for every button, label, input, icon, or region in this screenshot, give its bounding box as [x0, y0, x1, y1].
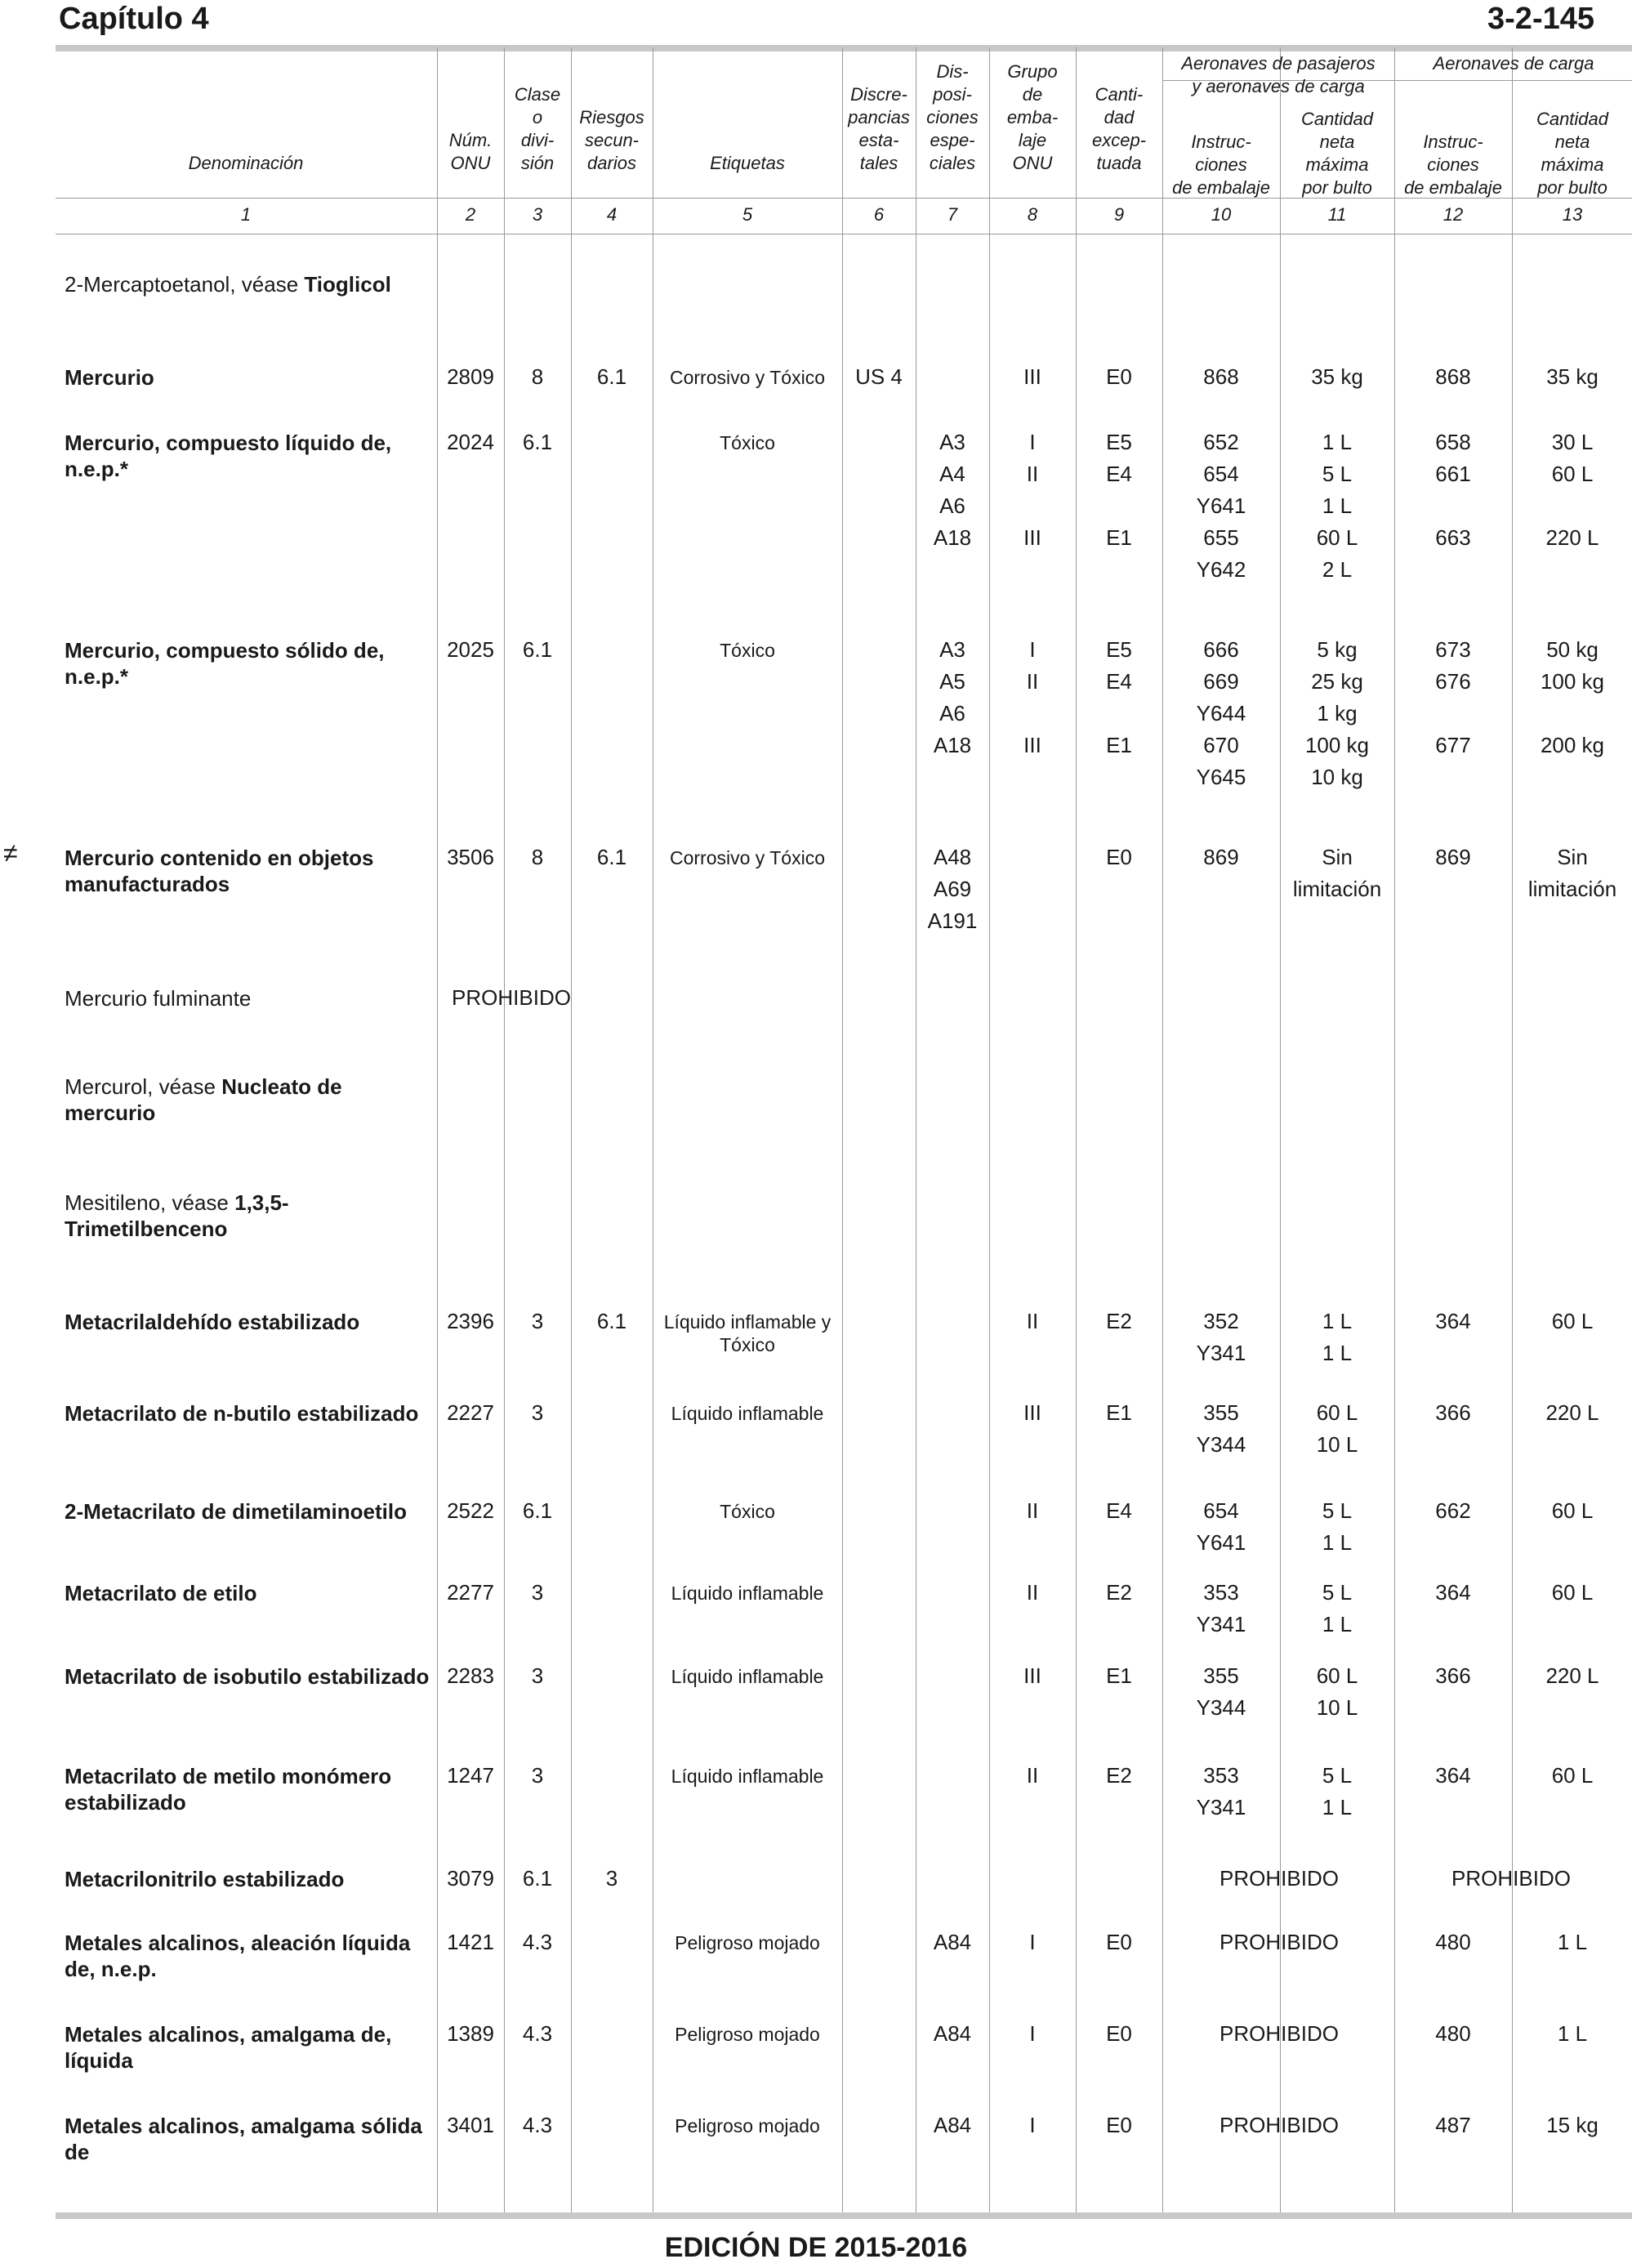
cell-pi-cargo: 868 [1435, 364, 1471, 389]
cell-sp: A3 A5 A6 A18 [933, 637, 972, 757]
cell-qty-pax: 5 L 1 L [1322, 1580, 1353, 1636]
substance-name-bold: Metales alcalinos, amalgama de, líquida [65, 2022, 392, 2073]
substance-name [65, 1930, 436, 1982]
cell-qty-cargo: 1 L [1557, 1930, 1588, 1954]
cell-eq: E5 E4 E1 [1106, 430, 1132, 550]
column-number: 13 [1562, 204, 1583, 225]
column-number: 12 [1442, 204, 1464, 225]
substance-name [65, 271, 436, 297]
cell-un: 2025 [447, 637, 494, 662]
header-riesgos: Riesgos secun- darios [579, 107, 644, 173]
substance-name-plain: Mercurol, véase [65, 1074, 222, 1099]
cell-sp: A48 A69 A191 [927, 845, 978, 933]
cell-un: 2283 [447, 1663, 494, 1688]
header-instrucciones-cargo: Instruc- ciones de embalaje [1404, 132, 1502, 198]
cell-pi-pax: 355 Y344 [1196, 1400, 1246, 1457]
header-instrucciones-pax: Instruc- ciones de embalaje [1172, 132, 1270, 198]
cell-qty-cargo: 1 L [1557, 2021, 1588, 2046]
cell-label: Peligroso mojado [675, 1932, 820, 1953]
cell-pi-pax: 652 654 Y641 655 Y642 [1196, 430, 1246, 582]
top-rule [56, 45, 1632, 51]
substance-name [65, 1763, 436, 1815]
edition-footer: EDICIÓN DE 2015-2016 [664, 2232, 968, 2263]
header-disposiciones: Dis- posi- ciones espe- ciales [926, 61, 979, 173]
cell-pg: III [1023, 1400, 1041, 1425]
cell-label: Corrosivo y Tóxico [669, 367, 826, 388]
substance-name-plain: 2-Mercaptoetanol, véase [65, 272, 305, 297]
substance-name-plain: Mercurio fulminante [65, 986, 252, 1011]
substance-name-bold: Metales alcalinos, amalgama sólida de [65, 2114, 422, 2164]
cell-label: Líquido inflamable [671, 1583, 824, 1604]
column-number: 10 [1211, 204, 1232, 225]
cell-label: Peligroso mojado [675, 2115, 820, 2136]
cell-qty-pax: 5 L 1 L [1322, 1498, 1353, 1555]
cell-eq: E2 [1106, 1763, 1132, 1788]
cell-eq: E4 [1106, 1498, 1132, 1523]
cell-un: PROHIBIDO [452, 985, 571, 1010]
cell-pi-pax: PROHIBIDO [1220, 1930, 1339, 1954]
cell-class: 3 [531, 1763, 544, 1788]
substance-name [65, 1074, 436, 1126]
cell-pg: I [1029, 2021, 1036, 2046]
cell-class: 4.3 [522, 2113, 553, 2137]
cell-label: Corrosivo y Tóxico [669, 847, 826, 868]
cell-class: 3 [531, 1309, 544, 1333]
cell-un: 2277 [447, 1580, 494, 1605]
cell-pi-cargo: 364 [1435, 1763, 1471, 1788]
substance-name [65, 1190, 436, 1242]
cell-pg: I II III [1023, 637, 1041, 757]
substance-name-bold: Metacrilato de isobutilo estabilizado [65, 1664, 430, 1689]
cell-pg: I II III [1023, 430, 1041, 550]
cell-eq: E0 [1106, 845, 1132, 869]
substance-name-bold: Nucleato de mercurio [65, 1074, 342, 1125]
substance-name-bold: Metacrilonitrilo estabilizado [65, 1867, 345, 1891]
cell-class: 6.1 [522, 430, 553, 454]
cell-eq: E0 [1106, 364, 1132, 389]
cell-eq: E1 [1106, 1663, 1132, 1688]
cell-qty-cargo: 30 L 60 L 220 L [1545, 430, 1599, 550]
substance-name [65, 845, 436, 897]
cell-pg: I [1029, 2113, 1036, 2137]
cell-eq: E0 [1106, 2021, 1132, 2046]
cell-var: US 4 [855, 364, 903, 389]
cell-pi-pax: 355 Y344 [1196, 1663, 1246, 1720]
cell-qty-cargo: 15 kg [1546, 2113, 1599, 2137]
substance-name-bold: Metacrilato de metilo monómero estabilizado [65, 1764, 392, 1815]
cell-qty-pax: 1 L 5 L 1 L 60 L 2 L [1316, 430, 1358, 582]
cell-qty-cargo: 35 kg [1546, 364, 1599, 389]
cell-sub: 6.1 [596, 1309, 627, 1333]
column-number: 7 [947, 204, 958, 225]
cell-label: Tóxico [720, 432, 775, 453]
cell-pi-cargo: 869 [1435, 845, 1471, 869]
cell-label: Peligroso mojado [675, 2024, 820, 2045]
cell-qty-pax: Sin limitación [1292, 845, 1382, 901]
substance-name-bold: Mercurio, compuesto líquido de, n.e.p.* [65, 431, 392, 481]
cell-pi-pax: PROHIBIDO [1220, 2021, 1339, 2046]
cell-pg: II [1026, 1309, 1039, 1333]
substance-name-bold: 2-Metacrilato de dimetilaminoetilo [65, 1499, 407, 1524]
column-number: 6 [873, 204, 885, 225]
cell-un: 2809 [447, 364, 494, 389]
substance-name-bold: Mercurio, compuesto sólido de, n.e.p.* [65, 638, 385, 689]
cell-un: 3506 [447, 845, 494, 869]
column-number: 4 [606, 204, 618, 225]
column-number: 5 [742, 204, 753, 225]
cell-pi-cargo: 366 [1435, 1400, 1471, 1425]
cell-pi-cargo: PROHIBIDO [1451, 1866, 1571, 1891]
cell-class: 8 [531, 845, 544, 869]
cell-pi-pax: 869 [1203, 845, 1239, 869]
substance-name-bold: Metacrilato de etilo [65, 1581, 257, 1605]
cell-label: Líquido inflamable [671, 1403, 824, 1424]
cell-qty-cargo: 60 L [1551, 1763, 1594, 1788]
header-etiquetas: Etiquetas [710, 153, 785, 173]
cell-class: 4.3 [522, 1930, 553, 1954]
header-cantidad-exceptuada: Canti- dad excep- tuada [1091, 84, 1147, 173]
cell-sub: 6.1 [596, 364, 627, 389]
cell-pi-cargo: 487 [1435, 2113, 1471, 2137]
column-number: 8 [1027, 204, 1038, 225]
cell-qty-cargo: 60 L [1551, 1498, 1594, 1523]
substance-name [65, 1663, 436, 1690]
cell-class: 6.1 [522, 637, 553, 662]
cell-class: 6.1 [522, 1866, 553, 1891]
cell-pi-pax: 352 Y341 [1196, 1309, 1246, 1365]
header-cantidad-pax: Cantidad neta máxima por bulto [1300, 109, 1374, 198]
cell-eq: E0 [1106, 2113, 1132, 2137]
cell-un: 2522 [447, 1498, 494, 1523]
substance-name [65, 1400, 436, 1426]
column-number: 3 [532, 204, 543, 225]
change-marker: ≠ [3, 838, 18, 868]
header-discrepancias: Discre- pancias esta- tales [848, 84, 910, 173]
cell-pi-pax: 868 [1203, 364, 1239, 389]
cell-label: Líquido inflamable [671, 1766, 824, 1787]
bottom-rule [56, 2212, 1632, 2219]
cell-pi-cargo: 673 676 677 [1435, 637, 1471, 757]
cell-un: 2396 [447, 1309, 494, 1333]
substance-name [65, 430, 436, 482]
cell-qty-pax: 60 L 10 L [1316, 1400, 1358, 1457]
header-cantidad-cargo: Cantidad neta máxima por bulto [1536, 109, 1609, 198]
substance-name-bold: Mercurio [65, 365, 154, 390]
substance-name-bold: Metales alcalinos, aleación líquida de, n.e.p. [65, 1931, 411, 1981]
substance-name-bold: Metacrilaldehído estabilizado [65, 1310, 360, 1334]
page-number: 3-2-145 [1487, 2, 1594, 36]
column-number: 1 [240, 204, 252, 225]
substance-name-bold: 1,3,5-Trimetilbenceno [65, 1190, 289, 1241]
header-denominacion: Denominación [188, 153, 304, 173]
cell-un: 1247 [447, 1763, 494, 1788]
substance-name-bold: Metacrilato de n-butilo estabilizado [65, 1401, 419, 1426]
cell-pi-cargo: 364 [1435, 1309, 1471, 1333]
cell-class: 3 [531, 1400, 544, 1425]
header-carga-group: Aeronaves de carga [1433, 53, 1594, 74]
cell-pi-pax: 654 Y641 [1196, 1498, 1246, 1555]
cell-pi-cargo: 662 [1435, 1498, 1471, 1523]
cell-pg: III [1023, 364, 1041, 389]
cell-label: Tóxico [720, 1501, 775, 1522]
cell-pi-pax: 666 669 Y644 670 Y645 [1196, 637, 1246, 789]
cell-qty-pax: 35 kg [1311, 364, 1363, 389]
cell-sp: A3 A4 A6 A18 [933, 430, 972, 550]
cell-qty-cargo: 60 L [1551, 1309, 1594, 1333]
header-grupo-embalaje: Grupo de emba- laje ONU [1006, 61, 1059, 173]
cell-un: 3401 [447, 2113, 494, 2137]
substance-name [65, 1498, 436, 1525]
cell-eq: E2 [1106, 1580, 1132, 1605]
cell-un: 2024 [447, 430, 494, 454]
cell-qty-pax: 1 L 1 L [1322, 1309, 1353, 1365]
cell-label: Líquido inflamable [671, 1666, 824, 1687]
cell-pi-pax: PROHIBIDO [1220, 1866, 1339, 1891]
substance-name [65, 2113, 436, 2165]
cell-pi-cargo: 480 [1435, 2021, 1471, 2046]
cell-qty-cargo: 220 L [1545, 1400, 1599, 1425]
cell-eq: E2 [1106, 1309, 1132, 1333]
cell-un: 2227 [447, 1400, 494, 1425]
cell-qty-cargo: 60 L [1551, 1580, 1594, 1605]
cell-un: 1421 [447, 1930, 494, 1954]
header-pasajeros-group: Aeronaves de pasajeros y aeronaves de carga [1181, 53, 1376, 96]
cell-un: 1389 [447, 2021, 494, 2046]
cell-pi-cargo: 658 661 663 [1435, 430, 1471, 550]
cell-pg: I [1029, 1930, 1036, 1954]
cell-qty-cargo: 220 L [1545, 1663, 1599, 1688]
cell-pi-pax: 353 Y341 [1196, 1763, 1246, 1819]
cell-pi-cargo: 366 [1435, 1663, 1471, 1688]
cell-sub: 6.1 [596, 845, 627, 869]
cell-pg: II [1026, 1580, 1039, 1605]
substance-name [65, 1866, 436, 1892]
header-clase: Clase o divi- sión [514, 84, 561, 173]
cell-pg: II [1026, 1498, 1039, 1523]
substance-name [65, 2021, 436, 2074]
substance-name [65, 1309, 436, 1335]
cell-pi-pax: PROHIBIDO [1220, 2113, 1339, 2137]
column-number: 2 [465, 204, 476, 225]
substance-name [65, 364, 436, 391]
cell-eq: E1 [1106, 1400, 1132, 1425]
cell-qty-pax: 5 kg 25 kg 1 kg 100 kg 10 kg [1304, 637, 1370, 789]
cell-label: Tóxico [720, 640, 775, 661]
cell-class: 4.3 [522, 2021, 553, 2046]
substance-name-bold: Mercurio contenido en objetos manufacturados [65, 846, 374, 896]
cell-pg: II [1026, 1763, 1039, 1788]
substance-name [65, 1580, 436, 1606]
cell-pi-pax: 353 Y341 [1196, 1580, 1246, 1636]
cell-eq: E5 E4 E1 [1106, 637, 1132, 757]
column-number: 9 [1113, 204, 1125, 225]
cell-pi-cargo: 364 [1435, 1580, 1471, 1605]
cell-qty-pax: 5 L 1 L [1322, 1763, 1353, 1819]
cell-class: 3 [531, 1580, 544, 1605]
cell-eq: E0 [1106, 1930, 1132, 1954]
column-number: 11 [1327, 204, 1347, 225]
header-num-onu: Núm. ONU [448, 130, 493, 173]
substance-name [65, 637, 436, 690]
cell-sp: A84 [933, 2021, 972, 2046]
cell-class: 6.1 [522, 1498, 553, 1523]
cell-label: Líquido inflamable y Tóxico [663, 1311, 832, 1355]
cell-qty-cargo: Sin limitación [1527, 845, 1617, 901]
substance-name-plain: Mesitileno, véase [65, 1190, 235, 1215]
substance-name [65, 985, 436, 1011]
cell-qty-cargo: 50 kg 100 kg 200 kg [1540, 637, 1605, 757]
cell-class: 8 [531, 364, 544, 389]
chapter-title: Capítulo 4 [59, 2, 209, 36]
substance-name-bold: Tioglicol [304, 272, 391, 297]
cell-sub: 3 [605, 1866, 618, 1891]
cell-pi-cargo: 480 [1435, 1930, 1471, 1954]
cell-sp: A84 [933, 2113, 972, 2137]
cell-class: 3 [531, 1663, 544, 1688]
cell-qty-pax: 60 L 10 L [1316, 1663, 1358, 1720]
cell-un: 3079 [447, 1866, 494, 1891]
cell-sp: A84 [933, 1930, 972, 1954]
cell-pg: III [1023, 1663, 1041, 1688]
